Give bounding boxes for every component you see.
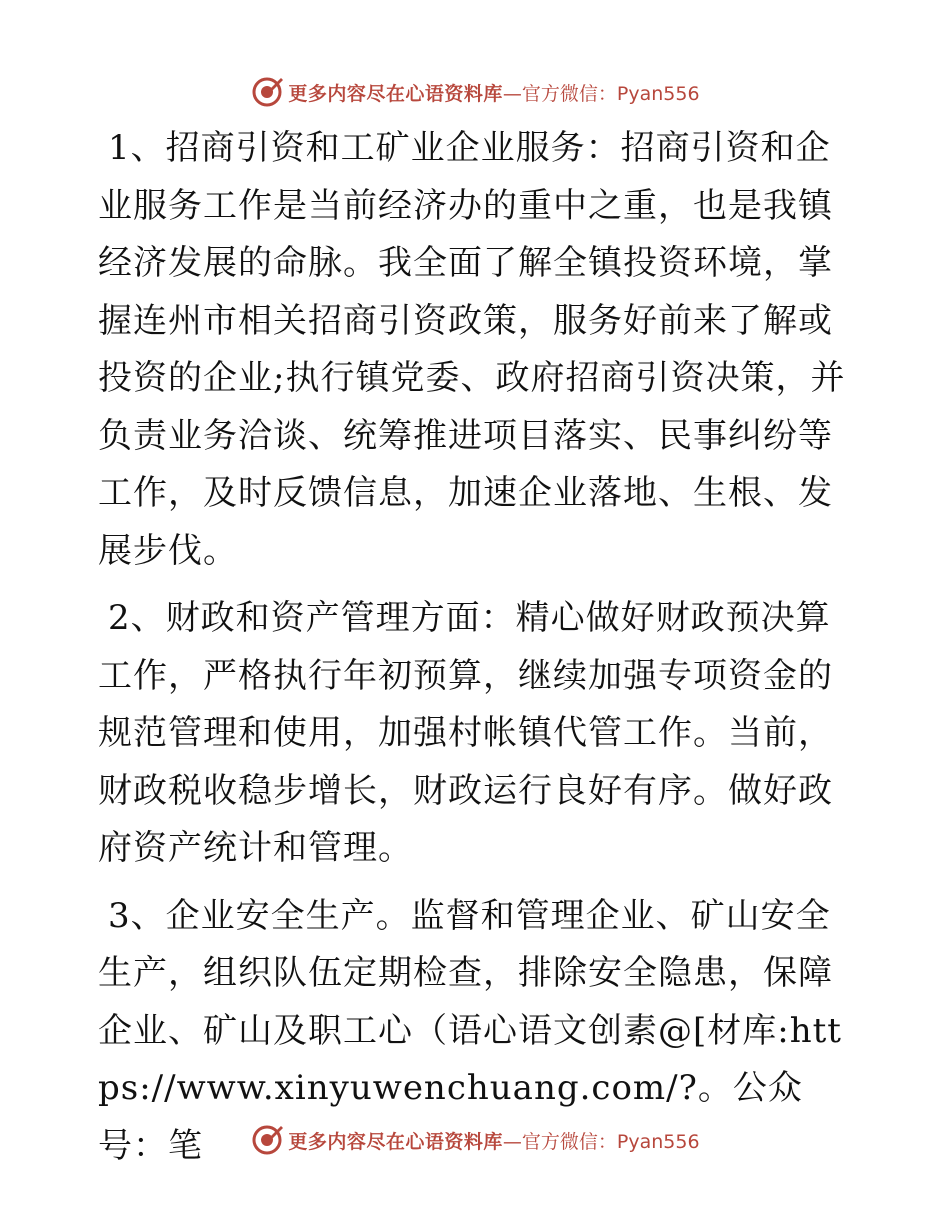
banner-contact-text: —官方微信：Pyan556 bbox=[502, 1130, 700, 1153]
paragraph-3: 3、企业安全生产。监督和管理企业、矿山安全生产，组织队伍定期检查，排除安全隐患，保障企业、矿山及职工心（语心语文创素@[材库:https://www.xinyuwenchuang.com/?。公众号：笔 bbox=[98, 895, 842, 1166]
banner-brand-text: 更多内容尽在心语资料库 bbox=[288, 82, 503, 105]
banner-contact-text: —官方微信：Pyan556 bbox=[502, 82, 700, 105]
paragraph-2: 2、财政和资产管理方面：精心做好财政预决算工作，严格执行年初预算，继续加强专项资金的规范管理和使用，加强村帐镇代管工作。当前，财政税收稳步增长，财政运行良好有序。做好政府资产统计和管理。 bbox=[98, 598, 833, 868]
header-banner bbox=[0, 72, 950, 112]
paragraph-1: 1、招商引资和工矿业企业服务：招商引资和企业服务工作是当前经济办的重中之重，也是我镇经济发展的命脉。我全面了解全镇投资环境，掌握连州市相关招商引资政策，服务好前来了解或投资的企业;执行镇党委、政府招商引资决策，并负责业务洽谈、统筹推进项目落实、民事纠纷等工作，及时反馈信息，加速企业落地、生根、发展步伐。 bbox=[98, 128, 846, 571]
brand-logo-icon bbox=[250, 75, 284, 109]
banner-brand-text: 更多内容尽在心语资料库 bbox=[288, 1130, 503, 1153]
footer-banner bbox=[0, 1120, 950, 1160]
document-body bbox=[98, 120, 852, 1185]
brand-logo-icon bbox=[250, 1123, 284, 1157]
